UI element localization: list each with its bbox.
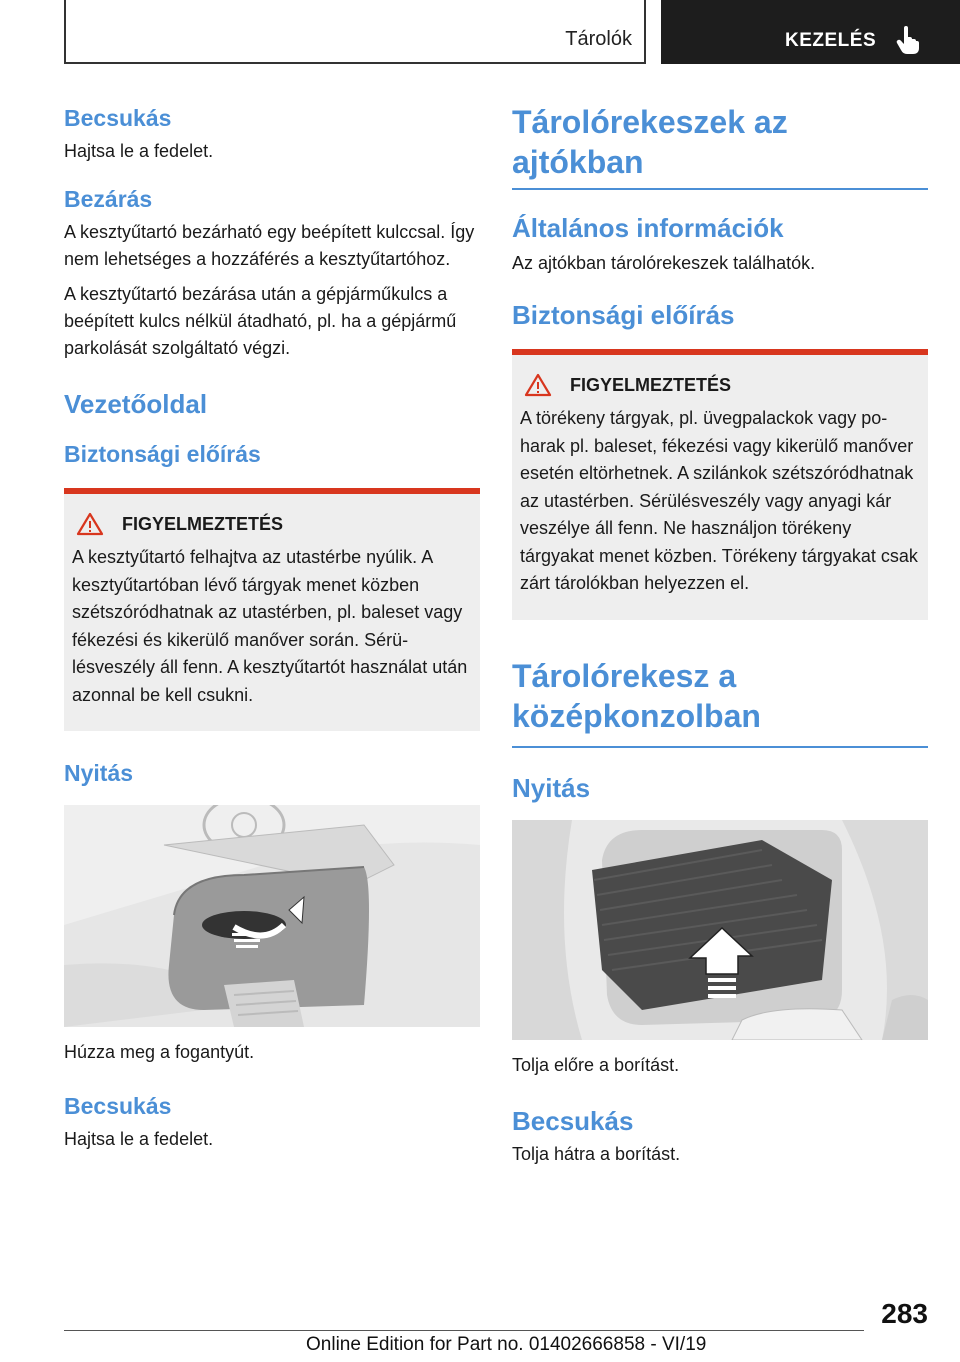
warning-box-right — [512, 349, 928, 620]
warning-box — [64, 488, 480, 731]
warning-triangle-icon — [76, 512, 104, 536]
warning-header — [72, 512, 472, 536]
text-open-right: Tolja előre a borítást. — [512, 1054, 680, 1075]
heading-open: Nyitás — [64, 760, 134, 786]
right-column — [512, 96, 928, 1168]
text-open: Húzza meg a fogantyút. — [64, 1042, 255, 1062]
pointing-hand-icon — [896, 26, 920, 54]
heading-rule-2 — [512, 746, 928, 748]
heading-lock: Bezárás — [64, 186, 153, 212]
text-lock-2: A kesztyűtartó bezárása után a gépjárműkulcs a beépített kulcs nélkül átadható, pl. ha a gépjármű parkolását szolgáltató végzi. — [64, 284, 457, 358]
heading-open-right: Nyitás — [512, 772, 591, 803]
footer-edition: Online Edition for Part no. 01402666858 - VI/19 — [306, 1334, 707, 1355]
chapter-title: Tárolók — [565, 28, 632, 50]
heading-close-right: Becsukás — [512, 1105, 634, 1136]
warning-title-right: FIGYELMEZTETÉS — [570, 374, 732, 395]
heading-door-compartments: Tárolórekeszek az ajtókban — [512, 104, 788, 180]
left-column — [64, 96, 480, 1153]
heading-center-console: Tárolórekesz a középkonzolban — [512, 657, 761, 734]
page-number: 283 — [881, 1298, 928, 1329]
page-header — [0, 0, 960, 66]
text-close: Hajtsa le a fedelet. — [64, 141, 214, 161]
heading-safety-right: Biztonsági előírás — [512, 300, 735, 330]
heading-safety: Biztonsági előírás — [64, 441, 261, 467]
heading-general-info: Általános információk — [512, 213, 784, 243]
footer-rule — [64, 1330, 864, 1331]
glovebox-image — [64, 805, 480, 1027]
header-box — [64, 0, 646, 64]
warning-header-right — [520, 373, 920, 397]
warning-text-right: A törékeny tárgyak, pl. üvegpalackok vagy poharak pl. baleset, fékezési vagy kikerülő manőver esetén eltörhetnek. A szilánkok szétszóródhatnak az utastérben. Sérülésveszély vagy anyagi kár veszélye áll fenn. Ne használjon törékeny tárgyakat menet közben. Törékeny tárgyakat csak zárt tárolókban helyezzen el. — [520, 408, 918, 593]
section-tab-label: KEZELÉS — [785, 30, 877, 51]
text-close-2: Hajtsa le a fedelet. — [64, 1129, 214, 1149]
warning-title: FIGYELMEZTETÉS — [122, 513, 284, 534]
center-console-image — [512, 820, 928, 1040]
warning-text: A kesztyűtartó felhajtva az utastérbe nyúlik. A kesztyűtartóban lévő tárgyak menet közben szétszóródhatnak az utastérben, pl. baleset vagy fékezési és kikerülő manőver során. Sérülésveszély áll fenn. A kesztyűtartót használat után azonnal be kell csukni. — [72, 547, 468, 705]
text-general-info: Az ajtókban tárolórekeszek találhatók. — [512, 253, 816, 273]
text-close-right: Tolja hátra a borítást. — [512, 1143, 681, 1164]
heading-close: Becsukás — [64, 105, 172, 131]
warning-triangle-icon — [524, 373, 552, 397]
heading-close-2: Becsukás — [64, 1093, 172, 1119]
text-lock-1: A kesztyűtartó bezárható egy beépített kulccsal. Így nem lehetséges a hozzáférés a kesztyűtartóhoz. — [64, 222, 475, 269]
heading-driver-side: Vezetőoldal — [64, 389, 208, 419]
heading-rule — [512, 188, 928, 190]
